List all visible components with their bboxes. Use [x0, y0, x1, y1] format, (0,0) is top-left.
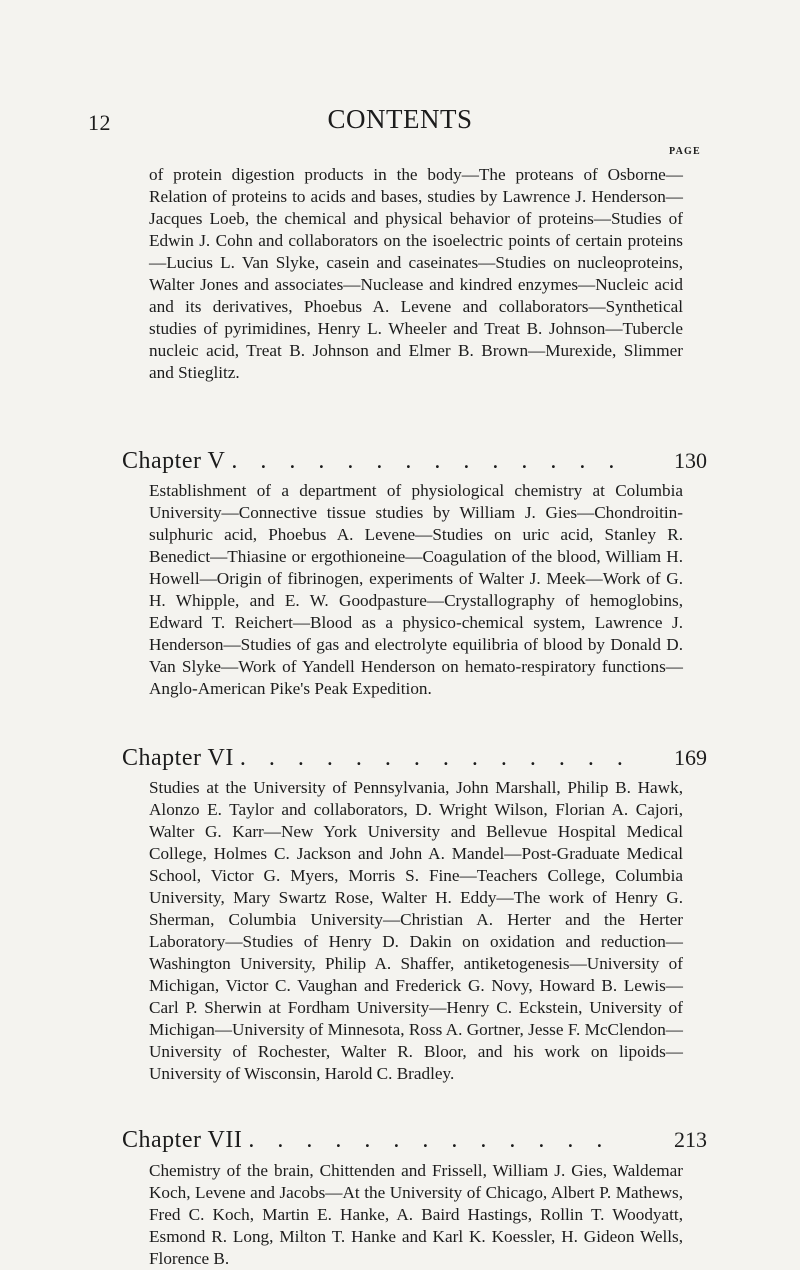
chapter-label: Chapter VI [122, 745, 234, 771]
running-title: CONTENTS [327, 104, 473, 134]
page-column-label: PAGE [669, 146, 701, 157]
chapter-page-number: 169 [674, 745, 707, 770]
chapter-heading-vii [122, 1124, 707, 1156]
continued-entry-text: of protein digestion products in the body—The proteans of Osborne—Relation of proteins to acids and bases, studies by Lawrence J. Henderson—Jacques Loeb, the chemical and physical behavior of proteins—Studies of Edwin J. Cohn and collaborators on the isoelectric points of certain proteins—Lucius L. Van Slyke, casein and caseinates—Studies on nucleoproteins, Walter Jones and associates—Nuclease and kindred enzymes—Nucleic acid and its derivatives, Phoebus A. Levene and collaborators—Synthetical studies of pyrimidines, Henry L. Wheeler and Treat B. Johnson—Tubercle nucleic acid, Treat B. Johnson and Elmer B. Brown—Murexide, Slimmer and Stieglitz. [149, 165, 683, 382]
chapter-label: Chapter VII [122, 1127, 243, 1153]
chapter-page-number: 213 [674, 1127, 707, 1152]
chapter-heading-v [122, 445, 707, 477]
chapter-label: Chapter V [122, 448, 226, 474]
chapter-v-summary: Establishment of a department of physiological chemistry at Columbia University—Connective tissue studies by William J. Gies—Chondroitin-sulphuric acid, Phoebus A. Levene—Studies on uric acid, Stanley R. Benedict—Thiasine or ergothioneine—Coagulation of the blood, William H. Howell—Origin of fibrinogen, experiments of Walter J. Meek—Work of G. H. Whipple, and E. W. Goodpasture—Crystallography of hemoglobins, Edward T. Reichert—Blood as a physico-chemical system, Lawrence J. Henderson—Studies of gas and electrolyte equilibria of blood by Donald D. Van Slyke—Work of Yandell Henderson on hemato-respiratory functions—Anglo-American Pike's Peak Expedition. [149, 481, 683, 698]
dot-leader: . . . . . . . . . . . . . . [231, 448, 623, 474]
chapter-vi-summary: Studies at the University of Pennsylvania, John Marshall, Philip B. Hawk, Alonzo E. Taylor and collaborators, D. Wright Wilson, Florian A. Cajori, Walter G. Karr—New York University and Bellevue Hospital Medical College, Holmes C. Jackson and John A. Mandel—Post-Graduate Medical School, Victor G. Myers, Morris S. Fine—Teachers College, Columbia University, Mary Swartz Rose, Walter H. Eddy—The work of Henry G. Sherman, Columbia University—Christian A. Herter and the Herter Laboratory—Studies of Henry D. Dakin on oxidation and reduction—Washington University, Philip A. Shaffer, antiketogenesis—University of Michigan, Victor C. Vaughan and Frederick G. Novy, Howard B. Lewis—Carl P. Sherwin at Fordham University—Henry C. Eckstein, University of Michigan—University of Minnesota, Ross A. Gortner, Jesse F. McClendon—University of Rochester, Walter R. Bloor, and his work on lipoids—University of Wisconsin, Harold C. Bradley. [149, 778, 683, 1083]
dot-leader: . . . . . . . . . . . . . . [239, 745, 632, 771]
page-number: 12 [88, 110, 111, 135]
chapter-page-number: 130 [674, 448, 707, 473]
dot-leader: . . . . . . . . . . . . . [248, 1127, 611, 1153]
chapter-heading-vi [122, 742, 707, 774]
chapter-vii-summary: Chemistry of the brain, Chittenden and Frissell, William J. Gies, Waldemar Koch, Levene and Jacobs—At the University of Chicago, Albert P. Mathews, Fred C. Koch, Martin E. Hanke, A. Baird Hastings, Rollin T. Woodyatt, Esmond R. Long, Milton T. Hanke and Karl K. Koessler, H. Gideon Wells, Florence B. [149, 1161, 683, 1268]
